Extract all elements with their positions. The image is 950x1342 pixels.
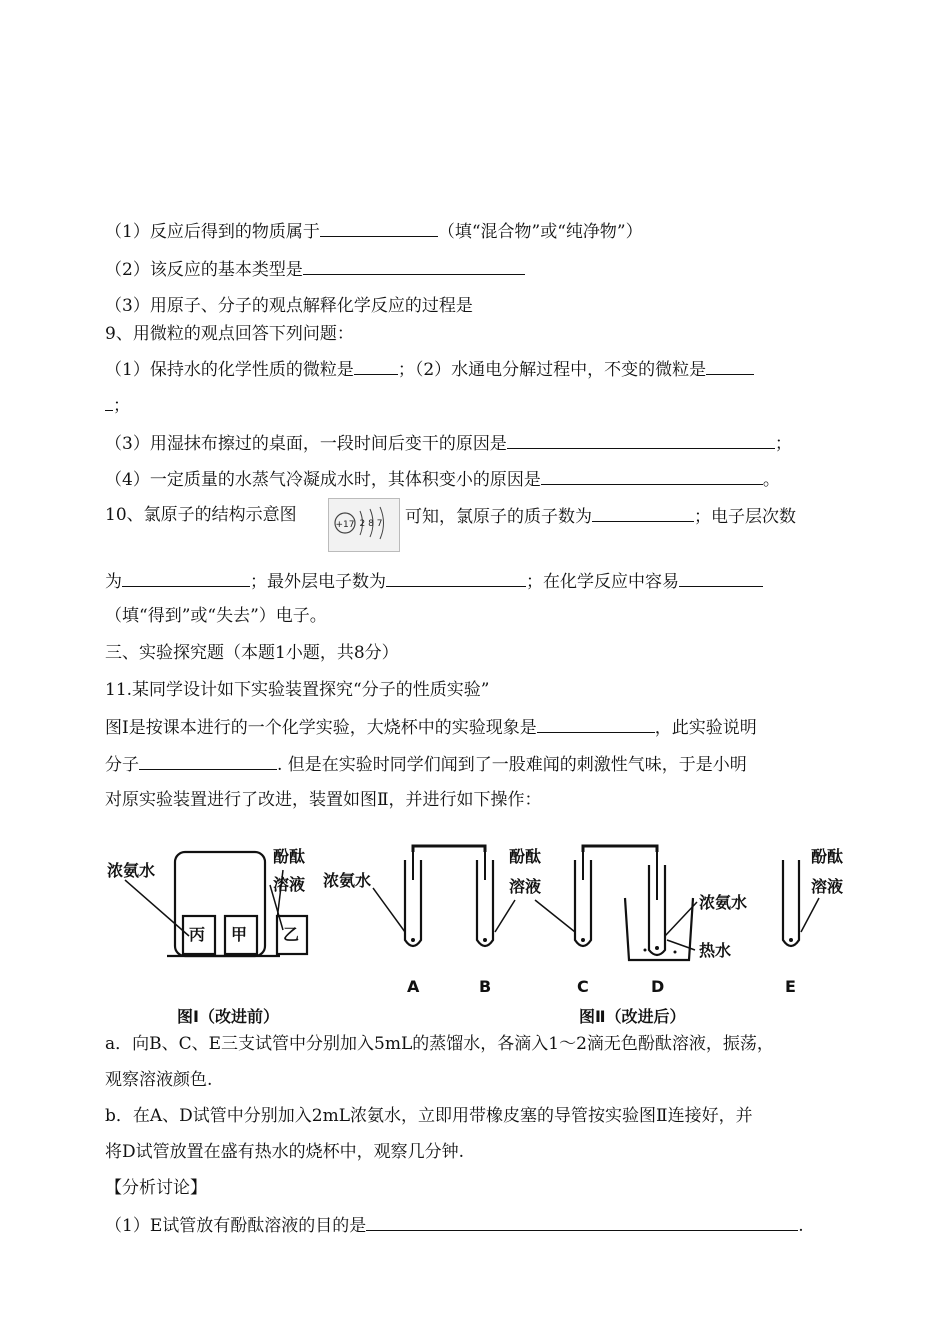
section-heading: 三、实验探究题（本题1小题，共8分）	[105, 643, 399, 663]
tube-E-label: E	[785, 977, 796, 996]
analysis-heading: 【分析讨论】	[105, 1178, 207, 1198]
caption-figure-1: 图Ⅰ（改进前）	[177, 1007, 279, 1026]
fig-label-phenol-4: 溶液	[509, 877, 542, 896]
fig-label-phenol-3: 酚酞	[509, 847, 542, 866]
answer-blank[interactable]	[354, 356, 398, 375]
tube-B-label: B	[479, 977, 492, 996]
tube-E	[783, 860, 799, 946]
chlorine-atom-diagram	[328, 498, 400, 552]
answer-blank[interactable]	[537, 714, 655, 733]
answer-blank[interactable]	[592, 503, 694, 522]
q10-line1: 10、氯原子的结构示意图	[105, 505, 297, 525]
q8-sub2: （2）该反应的基本类型是	[105, 256, 525, 282]
fig-label-phenol-1: 酚酞	[273, 847, 306, 866]
apparatus-figure	[105, 840, 875, 1030]
op-a-line2: 观察溶液颜色.	[105, 1070, 213, 1090]
fig-label-ammonia-3: 浓氨水	[699, 893, 748, 912]
q9-sub1-cont: ；	[105, 392, 130, 418]
caption-figure-2: 图Ⅱ（改进后）	[579, 1007, 686, 1026]
answer-blank[interactable]	[679, 568, 763, 587]
q11-title: 11.某同学设计如下实验装置探究“分子的性质实验”	[105, 680, 490, 700]
answer-blank[interactable]	[105, 392, 113, 411]
fig-label-ammonia-2: 浓氨水	[323, 871, 372, 890]
q10-line1-right: 可知，氯原子的质子数为 ；电子层次数	[405, 503, 796, 529]
answer-blank[interactable]	[386, 568, 526, 587]
answer-blank[interactable]	[366, 1212, 798, 1231]
q10-line3: （填“得到”或“失去”）电子。	[105, 606, 327, 626]
op-b-line2: 将D试管放置在盛有热水的烧杯中，观察几分钟.	[105, 1142, 465, 1162]
experiment-diagram	[105, 840, 875, 1030]
beaker-jia-label: 甲	[231, 925, 248, 944]
q9-title: 9、用微粒的观点回答下列问题：	[105, 324, 354, 344]
fig-label-phenol-5: 酚酞	[811, 847, 844, 866]
op-b-line1: b．在A、D试管中分别加入2mL浓氨水，立即用带橡皮塞的导管按实验图Ⅱ连接好，并	[105, 1106, 753, 1126]
fig-label-phenol-2: 溶液	[273, 875, 306, 894]
beaker-yi-label: 乙	[283, 925, 300, 944]
atom-shells-label: 2 8 7	[359, 519, 383, 529]
tube-A-label: A	[407, 977, 420, 996]
answer-blank[interactable]	[303, 256, 525, 275]
q11-p3: 对原实验装置进行了改进，装置如图Ⅱ，并进行如下操作：	[105, 790, 542, 810]
op-a-line1: a．向B、C、E三支试管中分别加入5mL的蒸馏水，各滴入1～2滴无色酚酞溶液，振荡，	[105, 1034, 774, 1054]
answer-blank[interactable]	[541, 466, 763, 485]
q11-p2: 分子 . 但是在实验时同学们闻到了一股难闻的刺激性气味，于是小明	[105, 751, 747, 777]
beaker-bing-label: 丙	[189, 925, 206, 944]
atom-nucleus-label: +17	[335, 520, 355, 530]
connecting-pipe-2	[583, 846, 657, 852]
answer-blank[interactable]	[139, 751, 277, 770]
answer-blank[interactable]	[507, 430, 775, 449]
q8-sub1: （1）反应后得到的物质属于 （填“混合物”或“纯净物”）	[105, 218, 643, 244]
hot-water-beaker	[625, 898, 693, 960]
answer-blank[interactable]	[122, 568, 250, 587]
tube-D-label: D	[651, 977, 665, 996]
q9-sub4: （4）一定质量的水蒸气冷凝成水时，其体积变小的原因是 。	[105, 466, 780, 492]
tube-C-label: C	[577, 977, 589, 996]
q8-sub3: （3）用原子、分子的观点解释化学反应的过程是	[105, 296, 473, 316]
analysis-q1: （1）E试管放有酚酞溶液的目的是 .	[105, 1212, 804, 1238]
fig-label-hot-water: 热水	[699, 941, 732, 960]
q9-sub1: （1）保持水的化学性质的微粒是 ；（2）水通电分解过程中，不变的微粒是	[105, 356, 754, 382]
q11-p1: 图Ⅰ是按课本进行的一个化学实验，大烧杯中的实验现象是 ，此实验说明	[105, 714, 757, 740]
answer-blank[interactable]	[706, 356, 754, 375]
fig-label-ammonia: 浓氨水	[107, 861, 156, 880]
fig-label-phenol-6: 溶液	[811, 877, 844, 896]
connecting-pipe-1	[413, 846, 485, 852]
answer-blank[interactable]	[320, 218, 438, 237]
q9-sub3: （3）用湿抹布擦过的桌面，一段时间后变干的原因是 ；	[105, 430, 792, 456]
q10-line2: 为 ；最外层电子数为 ；在化学反应中容易	[105, 568, 763, 594]
